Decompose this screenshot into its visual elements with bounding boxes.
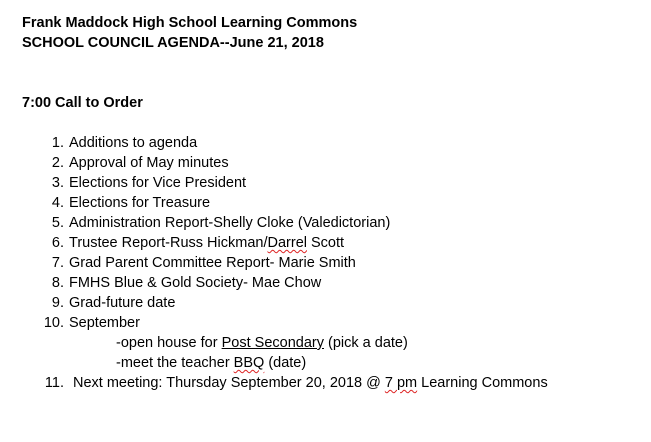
agenda-item-1 xyxy=(0,133,651,153)
agenda-item-number: 11. xyxy=(44,375,64,391)
agenda-item-number: 3. xyxy=(51,175,64,191)
agenda-item-6 xyxy=(0,233,651,253)
flagged-phrase[interactable]: Post Secondary xyxy=(221,335,324,351)
agenda-item-text-part: Learning Commons xyxy=(417,375,548,391)
agenda-subitem-text-part: (date) xyxy=(264,355,307,371)
agenda-subitem-text xyxy=(116,333,408,353)
agenda-item-text: September xyxy=(69,315,140,331)
spellcheck-flagged-word[interactable]: BBQ xyxy=(233,355,265,371)
agenda-item-text: FMHS Blue & Gold Society- Mae Chow xyxy=(69,275,322,291)
agenda-item-8 xyxy=(0,273,651,293)
agenda-item-2 xyxy=(0,153,651,173)
agenda-item-number: 4. xyxy=(51,195,64,211)
agenda-item-number: 5. xyxy=(51,215,64,231)
agenda-item-text: Administration Report-Shelly Cloke (Valedictorian) xyxy=(69,215,391,231)
agenda-item-text-part: Next meeting: Thursday September 20, 2018 @ xyxy=(73,375,385,391)
agenda-subitem-1 xyxy=(0,333,651,353)
agenda-item-9 xyxy=(0,293,651,313)
agenda-item-3 xyxy=(0,173,651,193)
agenda-item-10 xyxy=(0,313,651,333)
agenda-item-text: Additions to agenda xyxy=(69,135,198,151)
agenda-title-heading: SCHOOL COUNCIL AGENDA--June 21, 2018 xyxy=(22,35,324,51)
agenda-item-text-part: Trustee Report-Russ Hickman/ xyxy=(69,235,268,251)
agenda-item-4 xyxy=(0,193,651,213)
agenda-item-text-part: Scott xyxy=(306,235,345,251)
agenda-subitem-text xyxy=(116,353,306,373)
agenda-item-text: Elections for Treasure xyxy=(69,195,211,211)
agenda-item-text: Elections for Vice President xyxy=(69,175,247,191)
agenda-item-number: 9. xyxy=(51,295,64,311)
agenda-item-number: 10. xyxy=(43,315,64,331)
agenda-subitem-text-part: (pick a date) xyxy=(323,335,408,351)
agenda-item-5 xyxy=(0,213,651,233)
agenda-item-number: 7. xyxy=(51,255,64,271)
spellcheck-flagged-word[interactable]: 7 pm xyxy=(384,375,418,391)
agenda-item-text: Grad-future date xyxy=(69,295,176,311)
agenda-subitem-text-part: -meet the teacher xyxy=(116,355,234,371)
agenda-item-number: 1. xyxy=(51,135,64,151)
agenda-subitem-2 xyxy=(0,353,651,373)
agenda-item-text xyxy=(69,233,344,253)
agenda-item-7 xyxy=(0,253,651,273)
call-to-order-heading: 7:00 Call to Order xyxy=(22,95,143,111)
agenda-item-11 xyxy=(0,373,651,393)
agenda-item-text: Approval of May minutes xyxy=(69,155,229,171)
agenda-subitem-text-part: -open house for xyxy=(116,335,222,351)
agenda-item-number: 8. xyxy=(51,275,64,291)
agenda-item-text: Grad Parent Committee Report- Marie Smith xyxy=(69,255,356,271)
school-name-heading: Frank Maddock High School Learning Commons xyxy=(22,15,358,31)
agenda-item-number: 2. xyxy=(51,155,64,171)
agenda-item-text xyxy=(73,373,548,393)
spellcheck-flagged-word[interactable]: Darrel xyxy=(267,235,307,251)
agenda-list xyxy=(0,133,651,393)
agenda-item-number: 6. xyxy=(51,235,64,251)
